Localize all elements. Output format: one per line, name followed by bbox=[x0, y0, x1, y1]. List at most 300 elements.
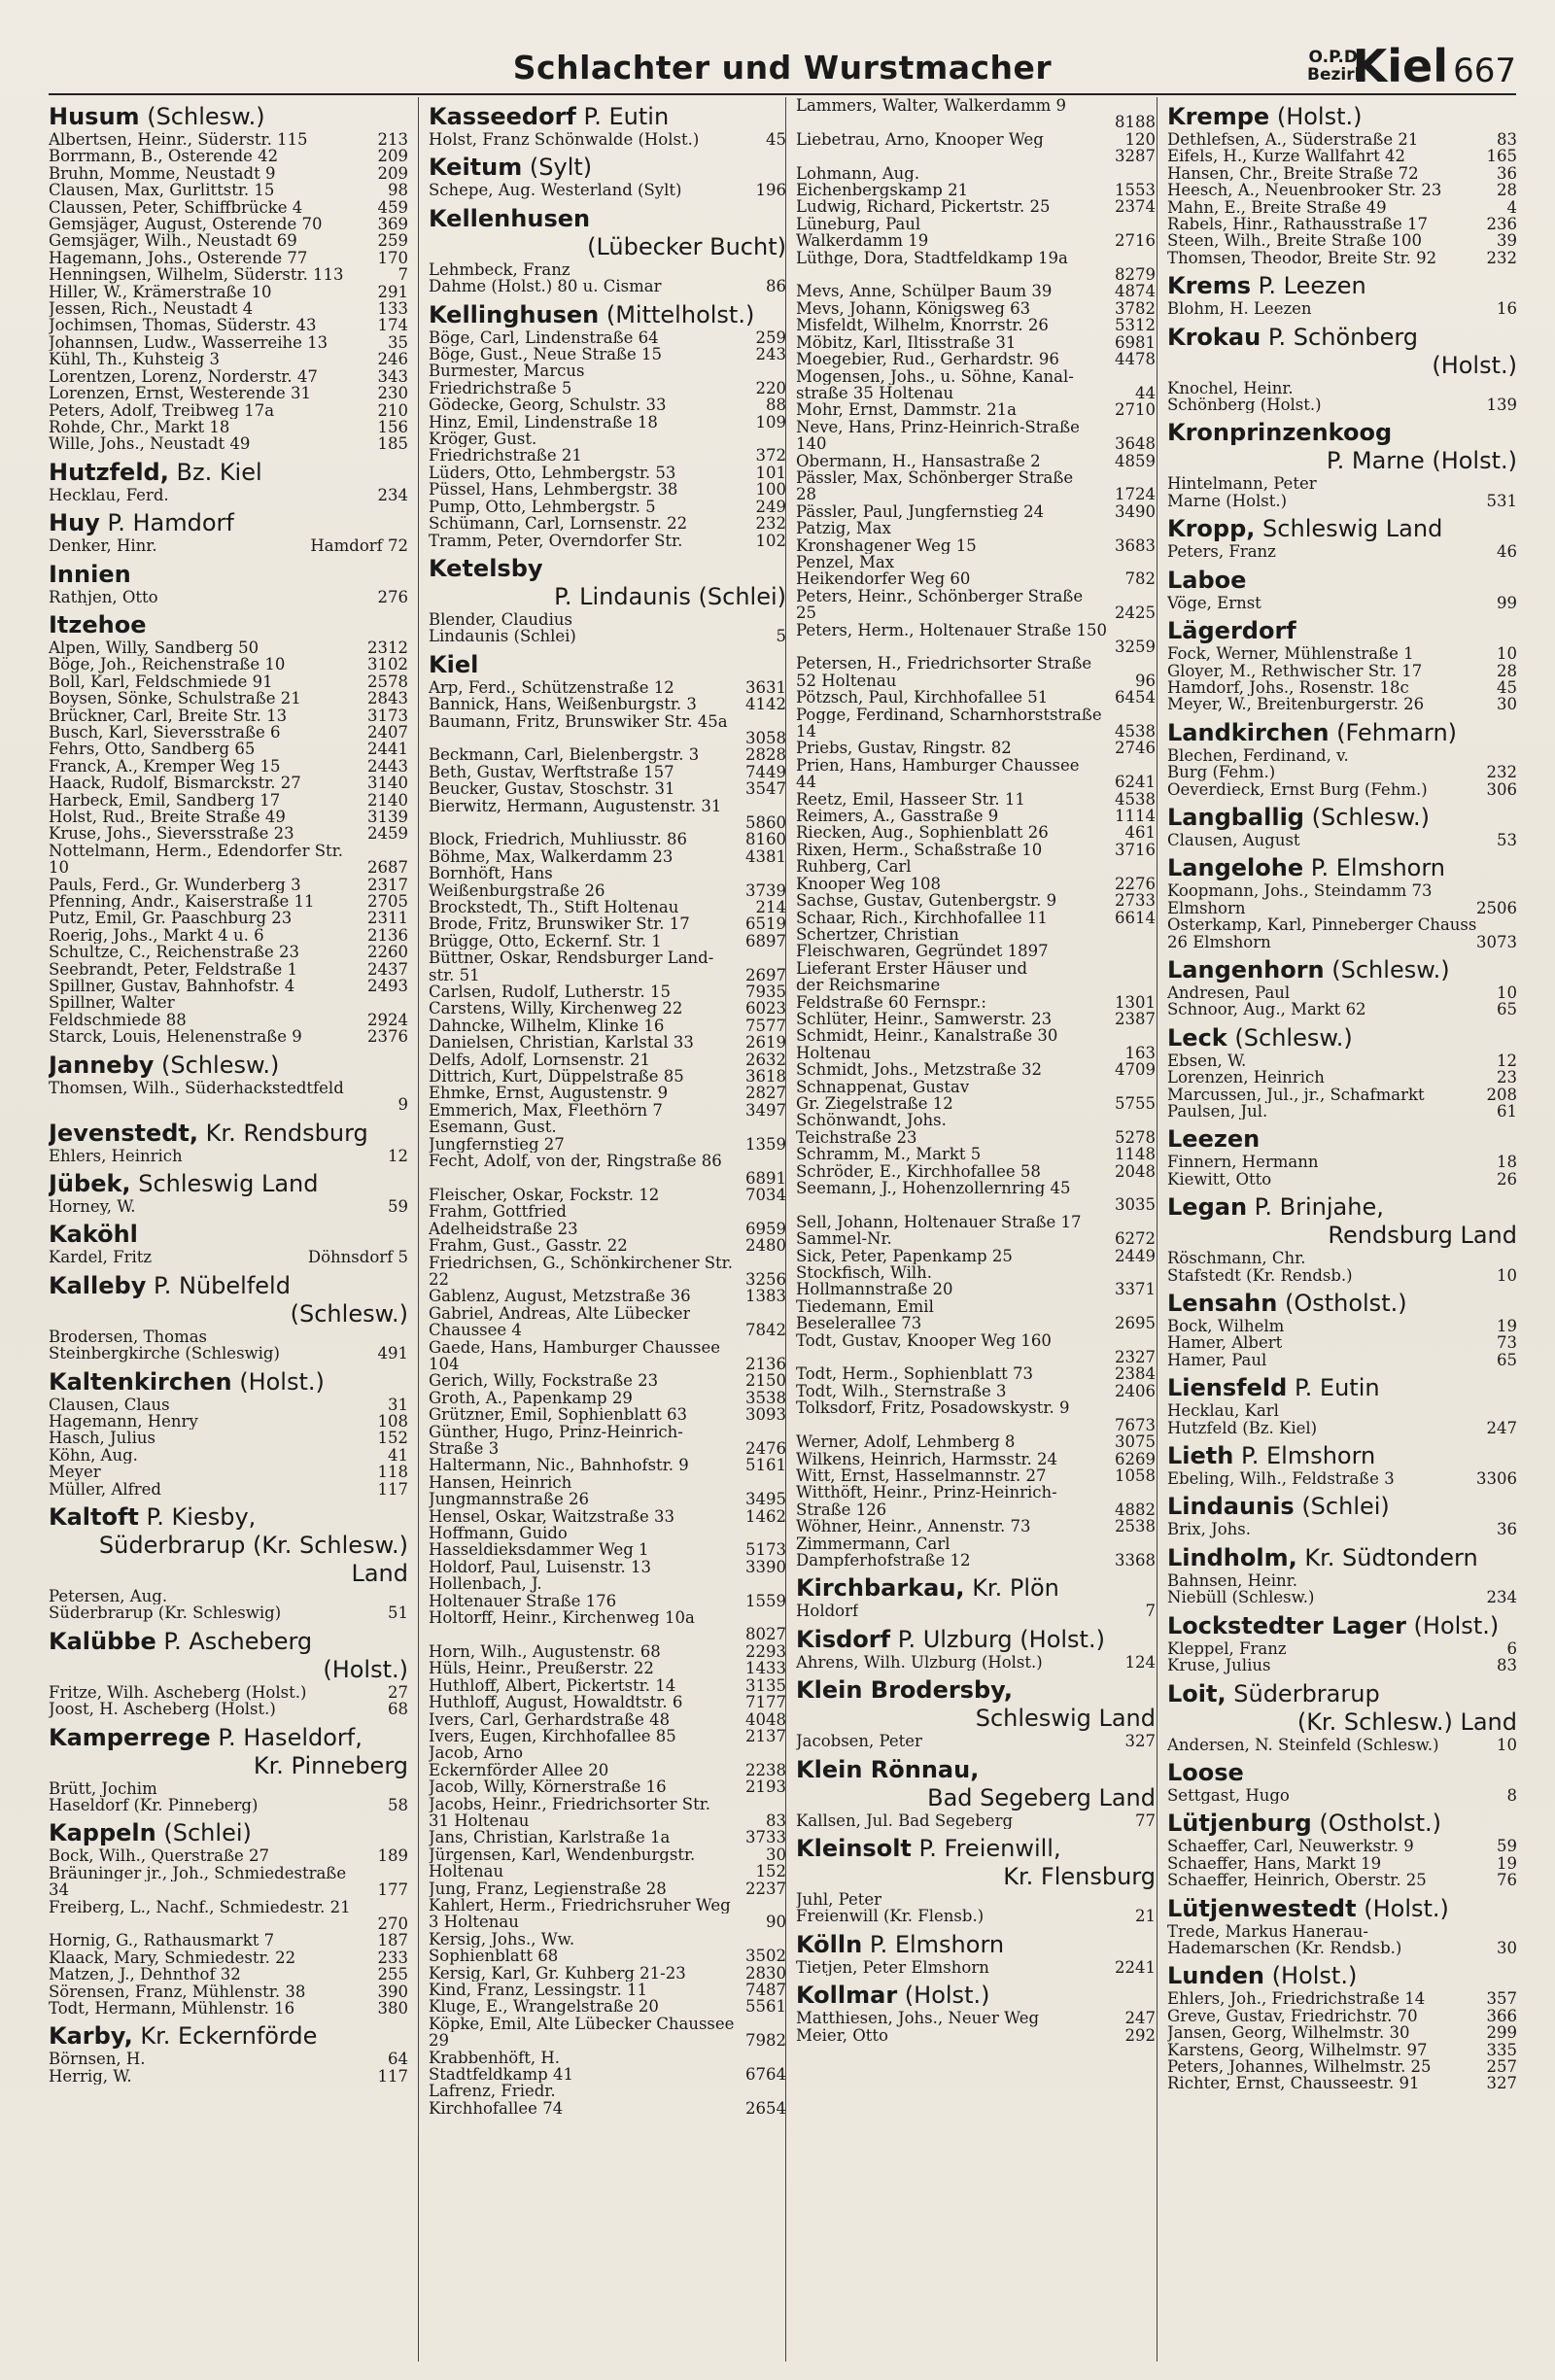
entry-name: Hagemann, Henry bbox=[49, 1412, 198, 1431]
place-name: Loose bbox=[1167, 1758, 1244, 1786]
place-heading bbox=[49, 2022, 408, 2051]
listing-entry bbox=[796, 198, 1156, 215]
place-name: Jübek, bbox=[49, 1169, 131, 1197]
entry-name: Dahme (Holst.) 80 u. Cismar bbox=[429, 278, 662, 295]
entry-name: 29 bbox=[429, 2032, 449, 2050]
entry-number: 234 bbox=[1486, 1588, 1517, 1607]
listing-entry bbox=[49, 944, 408, 960]
entry-name: Schröder, E., Kirchhofallee 58 bbox=[796, 1162, 1041, 1180]
entry-number bbox=[402, 1328, 408, 1345]
entry-name: Harbeck, Emil, Sandberg 17 bbox=[49, 791, 281, 809]
listing-entry bbox=[796, 1603, 1156, 1619]
entry-name: Gerich, Willy, Fockstraße 23 bbox=[429, 1372, 659, 1390]
entry-name: Dittrich, Kurt, Düppelstraße 85 bbox=[429, 1068, 684, 1086]
listing-entry bbox=[429, 278, 786, 294]
entry-name: Clausen, Claus bbox=[49, 1396, 170, 1413]
listing-entry bbox=[796, 520, 1156, 536]
entry-name: Jans, Christian, Karlstraße 1a bbox=[429, 1829, 671, 1846]
place-name: Klein Rönnau, bbox=[796, 1755, 980, 1783]
place-heading bbox=[1167, 419, 1517, 475]
place-postal-note: P. Elmshorn bbox=[869, 1930, 1005, 1958]
listing-entry bbox=[796, 655, 1156, 672]
entry-name: Hollenbach, J. bbox=[429, 1575, 542, 1593]
entry-name: Block, Friedrich, Muhliusstr. 86 bbox=[429, 831, 687, 848]
entry-name: Prien, Hans, Hamburger Chaussee bbox=[796, 756, 1080, 775]
entry-name: Friedrichstraße 5 bbox=[429, 379, 572, 397]
entry-name: Schaeffer, Carl, Neuwerkstr. 9 bbox=[1167, 1838, 1414, 1855]
place-name: Innien bbox=[49, 560, 131, 588]
entry-name: Haack, Rudolf, Bismarckstr. 27 bbox=[49, 775, 301, 792]
entry-number: 5755 bbox=[1115, 1093, 1156, 1113]
entry-name: Kersig, Karl, Gr. Kuhberg 21-23 bbox=[429, 1964, 686, 1982]
place-subline: Schleswig Land bbox=[975, 1705, 1156, 1733]
listing-entry bbox=[429, 1609, 786, 1626]
listing-entry bbox=[1167, 2075, 1517, 2091]
listing-entry bbox=[429, 362, 786, 379]
entry-name: Ivers, Carl, Gerhardstraße 48 bbox=[429, 1710, 671, 1728]
place-postal-note: P. Eutin bbox=[1294, 1374, 1380, 1402]
entry-name: Gr. Ziegelstraße 12 bbox=[796, 1094, 953, 1113]
entry-number: 255 bbox=[377, 1965, 408, 1984]
entry-number: 299 bbox=[1486, 2023, 1517, 2043]
entry-number: 41 bbox=[388, 1445, 408, 1465]
listing-entry bbox=[796, 401, 1156, 418]
listing-entry bbox=[796, 216, 1156, 232]
place-heading bbox=[796, 1982, 1156, 2010]
entry-name: Matzen, J., Dehnthof 32 bbox=[49, 1966, 241, 1983]
entry-number: 247 bbox=[1124, 2009, 1156, 2028]
listing-entry bbox=[429, 1846, 786, 1863]
entry-number bbox=[1150, 419, 1156, 435]
entry-number: 73 bbox=[1497, 1333, 1517, 1353]
entry-number: 2733 bbox=[1115, 891, 1156, 911]
listing-entry bbox=[429, 1406, 786, 1423]
entry-number bbox=[1150, 977, 1156, 993]
entry-number: 6269 bbox=[1115, 1449, 1156, 1468]
entry-name: Meyer, W., Breitenburgerstr. 26 bbox=[1167, 696, 1425, 713]
listing-entry bbox=[796, 638, 1156, 655]
entry-name: Blohm, H. Leezen bbox=[1167, 300, 1312, 318]
listing-entry bbox=[429, 2016, 786, 2032]
entry-name: 22 bbox=[429, 1270, 449, 1289]
entry-name: Spillner, Walter bbox=[49, 994, 175, 1012]
listing-entry bbox=[49, 1447, 408, 1464]
entry-number: 247 bbox=[1486, 1418, 1517, 1437]
place-name: Kellinghusen bbox=[429, 300, 600, 328]
entry-number bbox=[1511, 380, 1517, 397]
listing-entry bbox=[429, 1575, 786, 1592]
listing-entry bbox=[796, 774, 1156, 790]
place-name: Liensfeld bbox=[1167, 1374, 1288, 1402]
entry-number: 209 bbox=[377, 163, 408, 183]
place-heading bbox=[49, 1724, 408, 1780]
entry-name: Hollmannstraße 20 bbox=[796, 1281, 953, 1298]
entry-name: Ehmke, Ernst, Augustenstr. 9 bbox=[429, 1085, 669, 1102]
entry-number: 3683 bbox=[1115, 535, 1156, 555]
column-1 bbox=[49, 97, 408, 2362]
entry-name: Henningsen, Wilhelm, Süderstr. 113 bbox=[49, 266, 344, 284]
place-name: Legan bbox=[1167, 1193, 1248, 1222]
listing-entry bbox=[429, 1034, 786, 1051]
place-name: Loit, bbox=[1167, 1679, 1227, 1707]
place-heading bbox=[1167, 1493, 1517, 1521]
entry-number: 2493 bbox=[367, 977, 408, 996]
opd-label: O.P.D. bbox=[1308, 48, 1365, 67]
listing-entry bbox=[1167, 199, 1517, 216]
place-postal-note: P. Eutin bbox=[583, 103, 670, 130]
entry-name: Ehlers, Joh., Friedrichstraße 14 bbox=[1167, 1990, 1426, 2008]
entry-name: Rixen, Herm., Schaßstraße 10 bbox=[796, 841, 1043, 859]
entry-name: Riecken, Aug., Sophienblatt 26 bbox=[796, 824, 1049, 842]
listing-entry bbox=[1167, 1572, 1517, 1589]
place-name: Kleinsolt bbox=[796, 1834, 912, 1862]
place-name: Kaltoft bbox=[49, 1502, 139, 1531]
listing-entry bbox=[1167, 595, 1517, 611]
entry-name: Alpen, Willy, Sandberg 50 bbox=[49, 638, 259, 657]
entry-name: Baumann, Fritz, Brunswiker Str. 45a bbox=[429, 712, 728, 730]
listing-entry bbox=[49, 690, 408, 707]
entry-name: Steinbergkirche (Schleswig) bbox=[49, 1345, 280, 1362]
entry-name: Niebüll (Schlesw.) bbox=[1167, 1589, 1315, 1606]
listing-entry bbox=[796, 1196, 1156, 1213]
place-subline: Süderbrarup (Kr. Schlesw.) Land bbox=[98, 1531, 408, 1587]
entry-name: Hutzfeld (Bz. Kiel) bbox=[1167, 1419, 1318, 1437]
entry-name: Schepe, Aug. Westerland (Sylt) bbox=[429, 182, 682, 199]
entry-number: 2317 bbox=[367, 875, 408, 894]
listing-entry bbox=[796, 943, 1156, 959]
entry-name: Schramm, M., Markt 5 bbox=[796, 1146, 982, 1163]
entry-name: Beselerallee 73 bbox=[796, 1315, 922, 1332]
entry-name: Gaede, Hans, Hamburger Chaussee bbox=[429, 1338, 720, 1356]
place-heading bbox=[1167, 272, 1517, 300]
entry-number: 6241 bbox=[1115, 773, 1156, 792]
listing-entry bbox=[796, 1349, 1156, 1365]
place-subline: Kr. Pinneberg bbox=[253, 1751, 408, 1779]
listing-entry bbox=[796, 232, 1156, 249]
place-postal-note: Schleswig Land bbox=[1262, 515, 1443, 543]
listing-entry bbox=[49, 1966, 408, 1983]
listing-entry bbox=[429, 1085, 786, 1101]
entry-name: Carlsen, Rudolf, Lutherstr. 15 bbox=[429, 983, 671, 1001]
listing-entry bbox=[796, 1214, 1156, 1230]
place-heading bbox=[1167, 719, 1517, 747]
place-postal-note: (Holst.) bbox=[1271, 1962, 1358, 1990]
entry-number: 3287 bbox=[1115, 147, 1156, 166]
entry-name: Fecht, Adolf, von der, Ringstraße 86 bbox=[429, 1153, 722, 1170]
place-name: Husum bbox=[49, 103, 140, 130]
entry-name: Elmshorn bbox=[1167, 899, 1246, 917]
listing-entry bbox=[796, 588, 1156, 604]
listing-entry bbox=[1167, 900, 1517, 916]
entry-number: 120 bbox=[1124, 129, 1156, 149]
entry-name: Tolksdorf, Fritz, Posadowskystr. 9 bbox=[796, 1399, 1070, 1417]
entry-number: 4 bbox=[1506, 197, 1517, 217]
entry-name: Delfs, Adolf, Lornsenstr. 21 bbox=[429, 1051, 650, 1069]
entry-name: Andresen, Paul bbox=[1167, 983, 1291, 1002]
listing-entry bbox=[49, 537, 408, 554]
place-heading bbox=[796, 1574, 1156, 1603]
entry-number: 174 bbox=[377, 316, 408, 335]
entry-name: Fock, Werner, Mühlenstraße 1 bbox=[1167, 645, 1414, 663]
listing-entry bbox=[1167, 1318, 1517, 1334]
entry-number: 2048 bbox=[1115, 1161, 1156, 1181]
entry-name: Kirchhofallee 74 bbox=[429, 2099, 564, 2118]
place-name: Lütjenburg bbox=[1167, 1810, 1312, 1838]
entry-name: Richter, Ernst, Chausseestr. 91 bbox=[1167, 2075, 1420, 2092]
entry-name: Busch, Karl, Sieversstraße 6 bbox=[49, 723, 281, 742]
listing-entry bbox=[1167, 882, 1517, 899]
listing-entry bbox=[796, 351, 1156, 367]
entry-name: Feldstraße 60 Fernspr.: bbox=[796, 993, 986, 1011]
entry-name: Lüders, Otto, Lehmbergstr. 53 bbox=[429, 464, 676, 482]
entry-name: 31 Holtenau bbox=[429, 1811, 530, 1830]
entry-name: Lorenzen, Ernst, Westerende 31 bbox=[49, 385, 311, 402]
entry-name: Brütt, Jochim bbox=[49, 1779, 157, 1797]
listing-entry bbox=[429, 1237, 786, 1254]
entry-number: 234 bbox=[377, 485, 408, 504]
entry-name: Pfenning, Andr., Kaiserstraße 11 bbox=[49, 893, 315, 911]
listing-entry bbox=[1167, 1052, 1517, 1069]
entry-name: Burmester, Marcus bbox=[429, 362, 585, 380]
entry-number: 3058 bbox=[745, 728, 786, 747]
listing-entry bbox=[796, 622, 1156, 638]
listing-entry bbox=[796, 1552, 1156, 1569]
entry-number: 12 bbox=[1497, 1051, 1517, 1070]
entry-number bbox=[1150, 97, 1156, 114]
listing-entry bbox=[1167, 1640, 1517, 1657]
listing-entry bbox=[49, 300, 408, 317]
entry-number: 152 bbox=[755, 1862, 786, 1881]
entry-name: Kleppel, Franz bbox=[1167, 1639, 1287, 1658]
entry-name: Brügge, Otto, Eckernf. Str. 1 bbox=[429, 932, 662, 950]
entry-name: Karstens, Georg, Wilhelmstr. 97 bbox=[1167, 2041, 1428, 2058]
listing-entry bbox=[429, 2083, 786, 2099]
listing-entry bbox=[796, 707, 1156, 723]
listing-entry bbox=[49, 724, 408, 741]
entry-number: 259 bbox=[755, 328, 786, 347]
entry-name: Koopmann, Johs., Steindamm 73 bbox=[1167, 882, 1433, 900]
entry-number: 1559 bbox=[745, 1591, 786, 1610]
listing-entry bbox=[429, 481, 786, 498]
place-subline: (Holst.) bbox=[323, 1655, 408, 1683]
entry-number: 2237 bbox=[745, 1879, 786, 1898]
entry-number: 2241 bbox=[1115, 1957, 1156, 1977]
entry-name: Mogensen, Johs., u. Söhne, Kanal- bbox=[796, 367, 1074, 385]
entry-number: 5161 bbox=[745, 1456, 786, 1475]
listing-entry bbox=[1167, 1737, 1517, 1753]
listing-entry bbox=[796, 1959, 1156, 1976]
listing-entry bbox=[429, 1271, 786, 1288]
entry-name: Tietjen, Peter Elmshorn bbox=[796, 1958, 989, 1977]
entry-number bbox=[1150, 622, 1156, 638]
entry-number: 2238 bbox=[745, 1760, 786, 1779]
entry-number: 3390 bbox=[745, 1557, 786, 1576]
listing-entry bbox=[1167, 148, 1517, 164]
listing-entry bbox=[49, 589, 408, 605]
listing-entry bbox=[429, 814, 786, 831]
entry-number: 2387 bbox=[1115, 1009, 1156, 1028]
listing-entry bbox=[429, 696, 786, 712]
listing-entry bbox=[429, 1424, 786, 1440]
entry-number: 2311 bbox=[367, 909, 408, 928]
listing-entry bbox=[796, 283, 1156, 299]
listing-entry bbox=[49, 368, 408, 385]
place-heading bbox=[1167, 617, 1517, 645]
listing-entry bbox=[1167, 934, 1517, 950]
listing-entry bbox=[429, 397, 786, 413]
listing-entry bbox=[429, 1390, 786, 1406]
entry-number bbox=[1150, 1484, 1156, 1500]
listing-entry bbox=[49, 1684, 408, 1701]
listing-entry bbox=[796, 435, 1156, 452]
entry-name: Bock, Wilh., Querstraße 27 bbox=[49, 1847, 270, 1865]
place-heading bbox=[429, 205, 786, 261]
listing-entry bbox=[429, 329, 786, 346]
entry-number: 99 bbox=[1497, 593, 1517, 612]
entry-number: 170 bbox=[377, 248, 408, 267]
listing-entry bbox=[429, 1897, 786, 1914]
listing-entry bbox=[429, 261, 786, 278]
entry-name: Haseldorf (Kr. Pinneberg) bbox=[49, 1797, 259, 1814]
entry-number: 2924 bbox=[367, 1010, 408, 1029]
place-heading bbox=[49, 459, 408, 487]
entry-number: 782 bbox=[1124, 569, 1156, 589]
entry-name: str. 51 bbox=[429, 966, 480, 984]
entry-number: 343 bbox=[377, 366, 408, 386]
entry-number: 2312 bbox=[367, 638, 408, 657]
listing-entry bbox=[49, 435, 408, 452]
listing-entry bbox=[796, 165, 1156, 182]
entry-number: 372 bbox=[755, 446, 786, 466]
entry-number: 46 bbox=[1497, 542, 1517, 562]
entry-number: 108 bbox=[377, 1411, 408, 1431]
entry-name: Trede, Markus Hanerau- bbox=[1167, 1922, 1368, 1940]
place-heading bbox=[429, 301, 786, 329]
entry-name: Paulsen, Jul. bbox=[1167, 1103, 1268, 1121]
entry-number: 291 bbox=[377, 282, 408, 301]
place-subline: Bad Segeberg Land bbox=[927, 1783, 1156, 1811]
entry-name: Eckernförder Allee 20 bbox=[429, 1761, 609, 1779]
entry-name: Hasch, Julius bbox=[49, 1430, 156, 1447]
listing-entry bbox=[1167, 1855, 1517, 1872]
entry-name: Hornig, G., Rathausmarkt 7 bbox=[49, 1932, 275, 1949]
place-subline: (Lübecker Bucht) bbox=[587, 232, 786, 260]
place-heading bbox=[1167, 1612, 1517, 1640]
listing-entry bbox=[1167, 2058, 1517, 2075]
place-postal-note: (Mittelholst.) bbox=[605, 300, 755, 328]
entry-number: 4859 bbox=[1115, 451, 1156, 470]
listing-entry bbox=[49, 656, 408, 673]
entry-name: Schaar, Rich., Kirchhofallee 11 bbox=[796, 909, 1048, 926]
entry-name: Johannsen, Ludw., Wasserreihe 13 bbox=[49, 333, 328, 352]
entry-number: 390 bbox=[377, 1982, 408, 2001]
place-heading bbox=[796, 1756, 1156, 1812]
entry-name: Esemann, Gust. bbox=[429, 1119, 557, 1136]
listing-entry bbox=[796, 537, 1156, 554]
listing-entry bbox=[796, 385, 1156, 401]
listing-entry bbox=[796, 824, 1156, 841]
entry-name: Patzig, Max bbox=[796, 520, 891, 537]
place-postal-note: (Holst.) bbox=[1364, 1894, 1449, 1922]
entry-name: Emmerich, Max, Fleethörn 7 bbox=[429, 1101, 663, 1120]
entry-number: 213 bbox=[377, 130, 408, 149]
place-heading bbox=[796, 1626, 1156, 1654]
entry-number: 8160 bbox=[745, 830, 786, 849]
listing-entry bbox=[429, 1948, 786, 1964]
place-heading bbox=[49, 1170, 408, 1198]
place-heading bbox=[1167, 804, 1517, 832]
listing-entry bbox=[796, 842, 1156, 858]
entry-name: Tiedemann, Emil bbox=[796, 1297, 934, 1316]
entry-number: 327 bbox=[1486, 2074, 1517, 2093]
entry-name: Holdorf bbox=[796, 1603, 859, 1620]
entry-name: Holtenauer Straße 176 bbox=[429, 1592, 617, 1610]
entry-number: 2441 bbox=[367, 740, 408, 759]
entry-number bbox=[1150, 588, 1156, 604]
entry-name: Wöhner, Heinr., Annenstr. 73 bbox=[796, 1518, 1031, 1535]
listing-entry bbox=[796, 1484, 1156, 1500]
listing-entry bbox=[429, 1829, 786, 1845]
entry-number: 2697 bbox=[745, 965, 786, 984]
entry-number: 3256 bbox=[745, 1269, 786, 1289]
listing-entry bbox=[796, 892, 1156, 909]
listing-entry bbox=[429, 780, 786, 797]
entry-name: Stockfisch, Wilh. bbox=[796, 1264, 933, 1282]
place-postal-note: Kr. Südtondern bbox=[1304, 1543, 1478, 1571]
entry-number: 6454 bbox=[1115, 688, 1156, 707]
entry-name: Beth, Gustav, Werftstraße 157 bbox=[429, 763, 674, 781]
entry-number bbox=[1511, 916, 1517, 933]
place-name: Kiel bbox=[429, 650, 479, 678]
entry-number: 4882 bbox=[1115, 1500, 1156, 1519]
entry-name: Reetz, Emil, Hasseer Str. 11 bbox=[796, 790, 1025, 809]
entry-number: 100 bbox=[755, 480, 786, 500]
listing-entry bbox=[796, 808, 1156, 824]
entry-number: 10 bbox=[1497, 1735, 1517, 1754]
entry-number: 196 bbox=[755, 181, 786, 200]
entry-number: 7177 bbox=[745, 1693, 786, 1712]
listing-entry bbox=[49, 131, 408, 148]
entry-number: 3259 bbox=[1115, 638, 1156, 656]
place-heading bbox=[49, 1503, 408, 1588]
listing-entry bbox=[1167, 832, 1517, 848]
listing-entry bbox=[796, 250, 1156, 266]
entry-name: Wilkens, Heinrich, Harmsstr. 24 bbox=[796, 1450, 1058, 1467]
entry-name: 25 bbox=[796, 604, 816, 622]
entry-number: 5173 bbox=[745, 1540, 786, 1560]
place-name: Langballig bbox=[1167, 803, 1304, 831]
entry-number bbox=[1150, 757, 1156, 774]
entry-name: Greve, Gustav, Friedrichstr. 70 bbox=[1167, 2007, 1418, 2025]
entry-name: Boll, Karl, Feldschmiede 91 bbox=[49, 673, 273, 691]
listing-entry bbox=[796, 300, 1156, 317]
entry-number bbox=[1150, 1332, 1156, 1349]
entry-name: Straße 126 bbox=[796, 1500, 887, 1519]
listing-entry bbox=[1167, 645, 1517, 662]
listing-entry bbox=[49, 250, 408, 266]
entry-name: Zimmermann, Carl bbox=[796, 1535, 950, 1552]
entry-name: Hagemann, Johs., Osterende 77 bbox=[49, 249, 308, 267]
listing-entry bbox=[429, 1068, 786, 1085]
listing-entry bbox=[429, 967, 786, 983]
listing-entry bbox=[429, 1643, 786, 1660]
place-postal-note: P. Elmshorn bbox=[1310, 854, 1446, 882]
listing-entry bbox=[49, 775, 408, 791]
entry-number: 1433 bbox=[745, 1659, 786, 1678]
listing-entry bbox=[429, 533, 786, 549]
place-name: Lockstedter Lager bbox=[1167, 1611, 1406, 1639]
entry-name: Günther, Hugo, Prinz-Heinrich- bbox=[429, 1423, 683, 1440]
